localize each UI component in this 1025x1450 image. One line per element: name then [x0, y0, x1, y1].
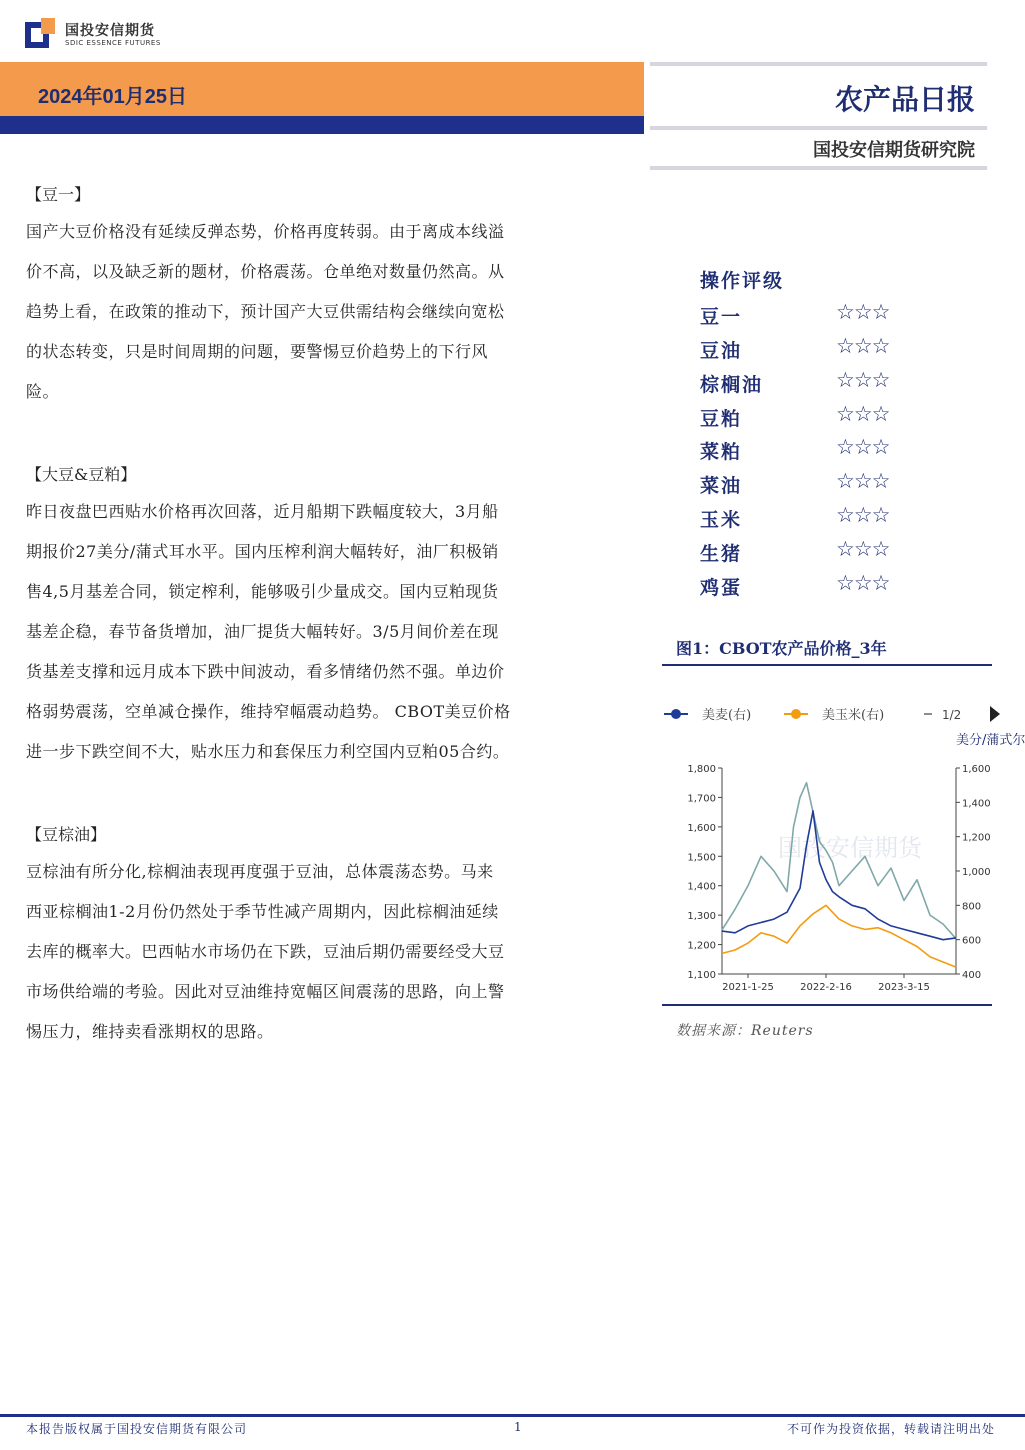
rating-name: 鸡蛋 — [700, 577, 743, 599]
title-rule-top — [650, 62, 987, 66]
section-body-soybean-no1 — [26, 212, 606, 412]
text-line: 豆棕油有所分化,棕榈油表现再度强于豆油，总体震荡态势。马来 — [26, 862, 494, 881]
figure-title: 图1：CBOT农产品价格_3年 — [676, 639, 887, 658]
rating-row — [700, 370, 910, 400]
text-line: 西亚棕榈油1-2月份仍然处于季节性减产周期内，因此棕榈油延续 — [26, 902, 499, 921]
rating-row — [700, 336, 910, 366]
x-tick-label: 2021-1-25 — [722, 982, 774, 993]
rating-title: 操作评级 — [700, 270, 785, 292]
rating-name: 生猪 — [700, 543, 743, 565]
rating-stars: ☆☆☆ — [836, 368, 890, 392]
text-line: 格弱势震荡，空单减仓操作，维持窄幅震动趋势。 CBOT美豆价格 — [26, 702, 511, 721]
rating-stars: ☆☆☆ — [836, 402, 890, 426]
y-tick-label-left: 1,600 — [687, 822, 716, 834]
text-line: 期报价27美分/蒲式耳水平。国内压榨利润大幅转好，油厂积极销 — [26, 542, 499, 561]
rating-row — [700, 505, 910, 535]
rating-name: 棕榈油 — [700, 374, 764, 396]
section-title-soybean-meal: 【大豆&豆粕】 — [26, 465, 137, 484]
rating-name: 菜粕 — [700, 441, 743, 463]
legend-label: 美玉米(右) — [822, 708, 885, 723]
chart-watermark: 国投安信期货 — [778, 834, 922, 862]
legend-marker — [791, 709, 801, 719]
y-tick-label-left: 1,500 — [687, 852, 716, 864]
company-name-cn: 国投安信期货 — [65, 23, 155, 39]
rating-name: 豆油 — [700, 340, 743, 362]
y-tick-label-left: 1,400 — [687, 881, 716, 893]
section-title-soybean-no1: 【豆一】 — [26, 185, 91, 204]
legend-marker — [671, 709, 681, 719]
page-number: 1 — [514, 1420, 522, 1434]
company-logo — [25, 18, 205, 54]
title-rule-mid — [650, 126, 987, 130]
x-tick-label: 2023-3-15 — [878, 982, 930, 993]
y-tick-label-left: 1,100 — [687, 970, 716, 981]
company-name-en: SDIC ESSENCE FUTURES — [65, 39, 161, 47]
text-line: 趋势上看，在政策的推动下，预计国产大豆供需结构会继续向宽松 — [26, 302, 505, 321]
y-tick-label-right: 400 — [962, 970, 982, 981]
y-tick-label-right: 1,200 — [962, 832, 991, 844]
text-line: 市场供给端的考验。因此对豆油维持宽幅区间震荡的思路，向上警 — [26, 982, 505, 1001]
rating-row — [700, 471, 910, 501]
figure-rule-bottom — [662, 1004, 992, 1006]
rating-name: 玉米 — [700, 509, 743, 531]
text-line: 货基差支撑和远月成本下跌中间波动，看多情绪仍然不强。单边价 — [26, 662, 505, 681]
legend-label: 美麦(右) — [702, 708, 752, 723]
footer-copyright: 本报告版权属于国投安信期货有限公司 — [26, 1422, 248, 1436]
header-divider — [0, 116, 644, 134]
rating-stars: ☆☆☆ — [836, 300, 890, 324]
data-source: 数据来源：Reuters — [676, 1023, 814, 1039]
text-line: 售4,5月基差合同，锁定榨利，能够吸引少量成交。国内豆粕现货 — [26, 582, 499, 601]
right-axis-unit: 美分/蒲式尔 — [956, 733, 1025, 748]
text-line: 惕压力，维持卖看涨期权的思路。 — [26, 1022, 274, 1041]
rating-stars: ☆☆☆ — [836, 571, 890, 595]
text-line: 进一步下跌空间不大，贴水压力和套保压力利空国内豆粕05合约。 — [26, 742, 510, 761]
rating-stars: ☆☆☆ — [836, 469, 890, 493]
text-line: 国产大豆价格没有延续反弹态势，价格再度转弱。由于离成本线溢 — [26, 222, 505, 241]
text-line: 价不高，以及缺乏新的题材，价格震荡。仓单绝对数量仍然高。从 — [26, 262, 505, 281]
y-tick-label-left: 1,700 — [687, 793, 716, 805]
y-tick-label-left: 1,800 — [687, 764, 716, 775]
y-tick-label-right: 1,600 — [962, 764, 991, 775]
title-rule-bottom — [650, 166, 987, 170]
report-title: 农产品日报 — [834, 83, 975, 116]
section-body-soy-palm-oil — [26, 852, 606, 1052]
x-tick-label: 2022-2-16 — [800, 982, 852, 993]
rating-row — [700, 404, 910, 434]
rating-stars: ☆☆☆ — [836, 503, 890, 527]
text-line: 昨日夜盘巴西贴水价格再次回落，近月船期下跌幅度较大，3月船 — [26, 502, 499, 521]
rating-row — [700, 302, 910, 332]
text-line: 去库的概率大。巴西帖水市场仍在下跌，豆油后期仍需要经受大豆 — [26, 942, 505, 961]
legend-next-icon — [990, 706, 1000, 722]
series-line — [722, 811, 956, 940]
rating-row — [700, 573, 910, 603]
y-tick-label-left: 1,300 — [687, 911, 716, 923]
figure-rule — [662, 664, 992, 666]
y-tick-label-right: 800 — [962, 901, 982, 913]
logo-icon — [25, 18, 57, 50]
legend-page-indicator: 1/2 — [942, 708, 962, 722]
y-tick-label-left: 1,200 — [687, 940, 716, 952]
text-line: 基差企稳，春节备货增加，油厂提货大幅转好。3/5月间价差在现 — [26, 622, 499, 641]
y-tick-label-right: 1,400 — [962, 798, 991, 810]
rating-name: 豆粕 — [700, 408, 743, 430]
y-tick-label-right: 600 — [962, 935, 982, 947]
rating-stars: ☆☆☆ — [836, 537, 890, 561]
series-line — [722, 905, 956, 967]
rating-name: 菜油 — [700, 475, 743, 497]
text-line: 的状态转变，只是时间周期的问题，要警惕豆价趋势上的下行风 — [26, 342, 489, 361]
institute-name: 国投安信期货研究院 — [813, 140, 975, 161]
price-chart — [662, 696, 1025, 1006]
footer-disclaimer: 不可作为投资依据，转载请注明出处 — [786, 1422, 995, 1436]
section-body-soybean-meal — [26, 492, 606, 772]
y-tick-label-right: 1,000 — [962, 867, 991, 878]
footer-rule — [0, 1414, 1025, 1417]
rating-row — [700, 437, 910, 467]
rating-stars: ☆☆☆ — [836, 435, 890, 459]
text-line: 险。 — [26, 382, 60, 401]
report-date: 2024年01月25日 — [38, 86, 187, 108]
rating-row — [700, 539, 910, 569]
rating-name: 豆一 — [700, 306, 743, 328]
rating-stars: ☆☆☆ — [836, 334, 890, 358]
section-title-soy-palm-oil: 【豆棕油】 — [26, 825, 107, 844]
